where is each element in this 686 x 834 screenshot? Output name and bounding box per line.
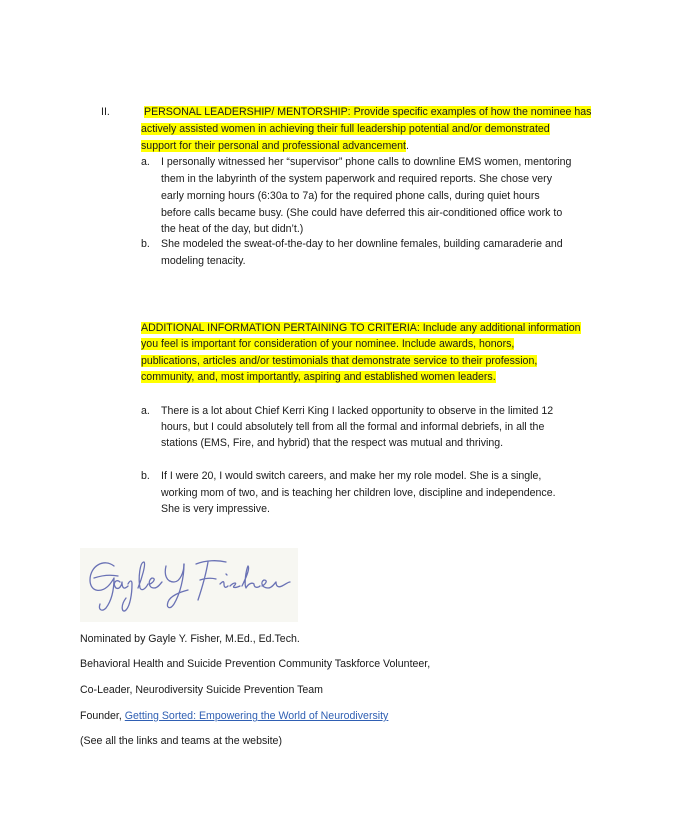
- nominator-note: (See all the links and teams at the website): [80, 735, 282, 747]
- item-text-line: She modeled the sweat-of-the-day to her downline females, building camaraderie and: [161, 238, 563, 250]
- item-text-line: the heat of the day, but didn’t.): [161, 223, 304, 235]
- signature-image: [80, 548, 298, 622]
- additional-heading-line-4: community, and, most importantly, aspiring and established women leaders.: [141, 371, 496, 383]
- item-text-line: hours, but I could absolutely tell from all the formal and informal debriefs, in all the: [161, 421, 545, 433]
- item-letter: b.: [141, 470, 150, 482]
- section2-heading-line-2: actively assisted women in achieving their full leadership potential and/or demonstrated: [141, 123, 550, 135]
- nominator-line: Nominated by Gayle Y. Fisher, M.Ed., Ed.Tech.: [80, 633, 300, 645]
- item-letter: a.: [141, 156, 150, 168]
- item-text-line: working mom of two, and is teaching her children love, discipline and independence.: [161, 487, 556, 499]
- item-text-line: I personally witnessed her “supervisor” phone calls to downline EMS women, mentoring: [161, 156, 572, 168]
- item-text-line: before calls became busy. (She could have deferred this air-conditioned office work to: [161, 207, 563, 219]
- section2-heading-line-1: PERSONAL LEADERSHIP/ MENTORSHIP: Provide specific examples of how the nominee has: [144, 106, 592, 118]
- item-text-line: stations (EMS, Fire, and hybrid) that the respect was mutual and thriving.: [161, 437, 504, 449]
- item-letter: a.: [141, 405, 150, 417]
- additional-heading-line-1: ADDITIONAL INFORMATION PERTAINING TO CRITERIA: Include any additional information: [141, 322, 581, 334]
- nominator-role: Co-Leader, Neurodiversity Suicide Prevention Team: [80, 684, 323, 696]
- item-text-line: If I were 20, I would switch careers, and make her my role model. She is a single,: [161, 470, 542, 482]
- section-numeral: II.: [101, 106, 110, 118]
- item-text-line: modeling tenacity.: [161, 255, 246, 267]
- item-text-line: There is a lot about Chief Kerri King I lacked opportunity to observe in the limited 12: [161, 405, 554, 417]
- nominator-founder: Founder, Getting Sorted: Empowering the World of Neurodiversity: [80, 710, 389, 722]
- additional-heading-line-3: publications, articles and/or testimonials that demonstrate service to their profession,: [141, 355, 538, 367]
- additional-heading-line-2: you feel is important for consideration of your nominee. Include awards, honors,: [141, 338, 515, 350]
- founder-website-link[interactable]: Getting Sorted: Empowering the World of Neurodiversity: [124, 710, 389, 722]
- nominator-affiliation: Behavioral Health and Suicide Prevention Community Taskforce Volunteer,: [80, 658, 431, 670]
- item-text-line: them in the labyrinth of the system paperwork and required reports. She chose very: [161, 173, 552, 185]
- item-text-line: She is very impressive.: [161, 503, 270, 515]
- section2-heading-line-3: support for their personal and professional advancement.: [141, 140, 409, 152]
- item-letter: b.: [141, 238, 150, 250]
- item-text-line: early morning hours (6:30a to 7a) for the required phone calls, during quiet hours: [161, 190, 540, 202]
- signature-drawing: [80, 548, 298, 622]
